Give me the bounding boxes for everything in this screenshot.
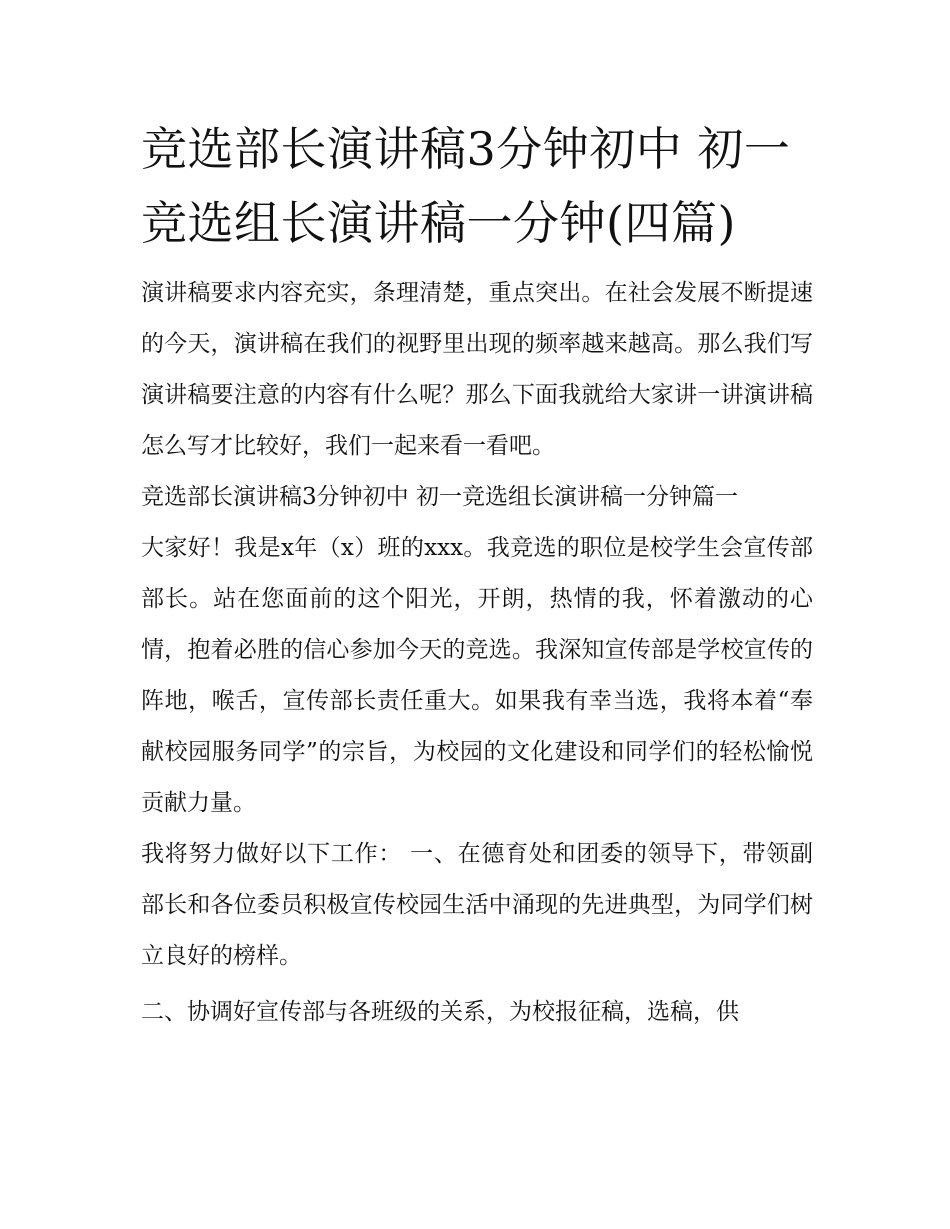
document-title: 竞选部长演讲稿3分钟初中 初一竞选组长演讲稿一分钟(四篇) [141, 122, 791, 250]
section-heading: 竞选部长演讲稿3分钟初中 初一竞选组长演讲稿一分钟篇一 [141, 484, 738, 510]
intro-paragraph: 演讲稿要求内容充实，条理清楚，重点突出。在社会发展不断提速的今天，演讲稿在我们的视野里出现的频率越来越高。那么我们写演讲稿要注意的内容有什么呢？那么下面我就给大家讲一讲演讲稿怎么写才比较好，我们一起来看一看吧。 [141, 280, 813, 459]
speech-paragraph: 大家好！我是x年（x）班的xxx。我竞选的职位是校学生会宣传部部长。站在您面前的这个阳光，开朗，热情的我，怀着激动的心情，抱着必胜的信心参加今天的竞选。我深知宣传部是学校宣传的阵地，喉舌，宣传部长责任重大。如果我有幸当选，我将本着“奉献校园服务同学”的宗旨，为校园的文化建设和同学们的轻松愉悦贡献力量。 [141, 535, 813, 816]
document-page [141, 112, 813, 1038]
work-item-two-paragraph: 二、协调好宣传部与各班级的关系，为校报征稿，选稿，供 [141, 999, 739, 1025]
work-item-one-paragraph: 我将努力做好以下工作： 一、在德育处和团委的领导下，带领副部长和各位委员积极宣传校园生活中涌现的先进典型，为同学们树立良好的榜样。 [141, 841, 813, 969]
